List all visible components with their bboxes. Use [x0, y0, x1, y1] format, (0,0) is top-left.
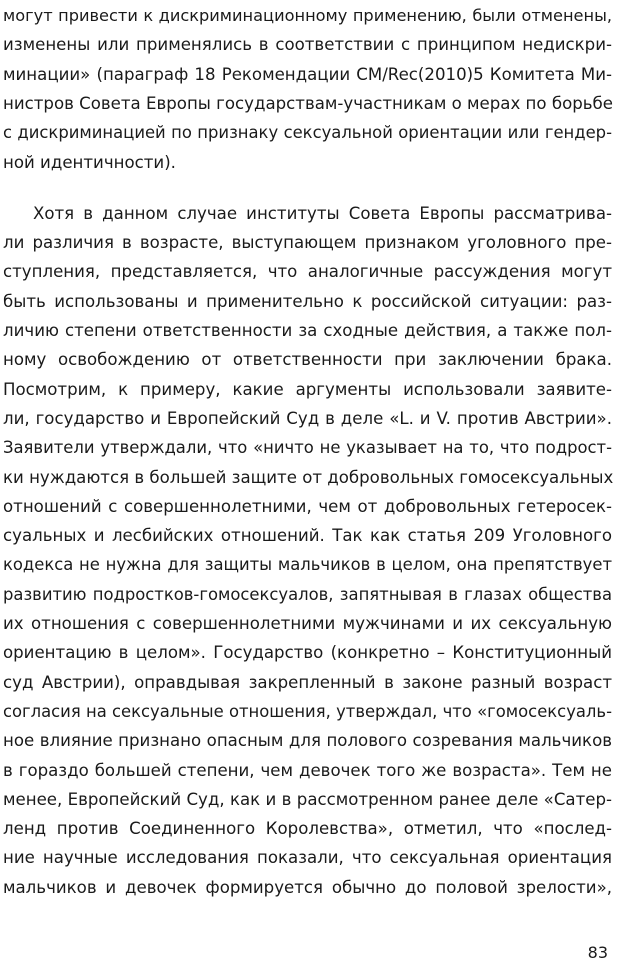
text-line: ленд против Соединенного Королевства», отметил, что «послед- [3, 819, 612, 839]
text-line: ступления, представляется, что аналогичные рассуждения могут [3, 262, 612, 282]
text-line: быть использованы и применительно к российской ситуации: раз- [3, 291, 612, 311]
text-line: ориентацию в целом». Государство (конкретно – Конституционный [3, 643, 612, 663]
text-line: с дискриминацией по признаку сексуальной ориентации или гендер- [3, 123, 612, 143]
text-line: в гораздо большей степени, чем девочек того же возраста». Тем не [3, 760, 612, 780]
text-line: ной идентичности). [3, 152, 176, 172]
text-line: согласия на сексуальные отношения, утверждал, что «гомосексуаль- [3, 701, 612, 721]
text-line: минации» (параграф 18 Рекомендации CM/Rec(2010)5 Комитета Ми- [3, 64, 612, 84]
text-line: личию степени ответственности за сходные действия, а также пол- [3, 321, 612, 340]
text-line: нистров Совета Европы государствам-участникам о мерах по борьбе [3, 93, 613, 113]
text-line: ки нуждаются в большей защите от добровольных гомосексуальных [3, 467, 614, 487]
text-line: ние научные исследования показали, что сексуальная ориентация [3, 848, 612, 868]
text-line: ному освобождению от ответственности при заключении брака. [3, 350, 612, 370]
text-line: менее, Европейский Суд, как и в рассмотренном ранее деле «Сатер- [3, 789, 612, 809]
text-line: Хотя в данном случае институты Совета Европы рассматрива- [33, 203, 612, 223]
text-line: их отношения с совершеннолетними мужчинами и их сексуальную [3, 614, 612, 633]
text-line: суд Австрии), оправдывая закрепленный в законе разный возраст [3, 672, 612, 692]
text-line: Посмотрим, к примеру, какие аргументы использовали заявите- [3, 379, 612, 399]
text-line: развитию подростков-гомосексуалов, запятнывая в глазах общества [3, 584, 612, 604]
text-line: мальчиков и девочек формируется обычно до половой зрелости», [3, 877, 612, 897]
text-line: ли, государство и Европейский Суд в деле «L. и V. против Австрии». [3, 408, 612, 428]
text-line: изменены или применялись в соответствии с принципом недискри- [3, 35, 612, 55]
text-line: суальных и лесбийских отношений. Так как статья 209 Уголовного [3, 526, 612, 546]
text-line: ное влияние признано опасным для полового созревания мальчиков [3, 731, 612, 751]
page-number: 83 [587, 943, 608, 962]
text-line: могут привести к дискриминационному применению, были отменены, [3, 6, 612, 25]
text-line: Заявители утверждали, что «ничто не указывает на то, что подрост- [3, 438, 612, 458]
text-line: ли различия в возрасте, выступающем признаком уголовного пре- [3, 233, 612, 253]
text-line: кодекса не нужна для защиты мальчиков в целом, она препятствует [3, 555, 612, 575]
text-line: отношений с совершеннолетними, чем от добровольных гетеросек- [3, 496, 612, 516]
